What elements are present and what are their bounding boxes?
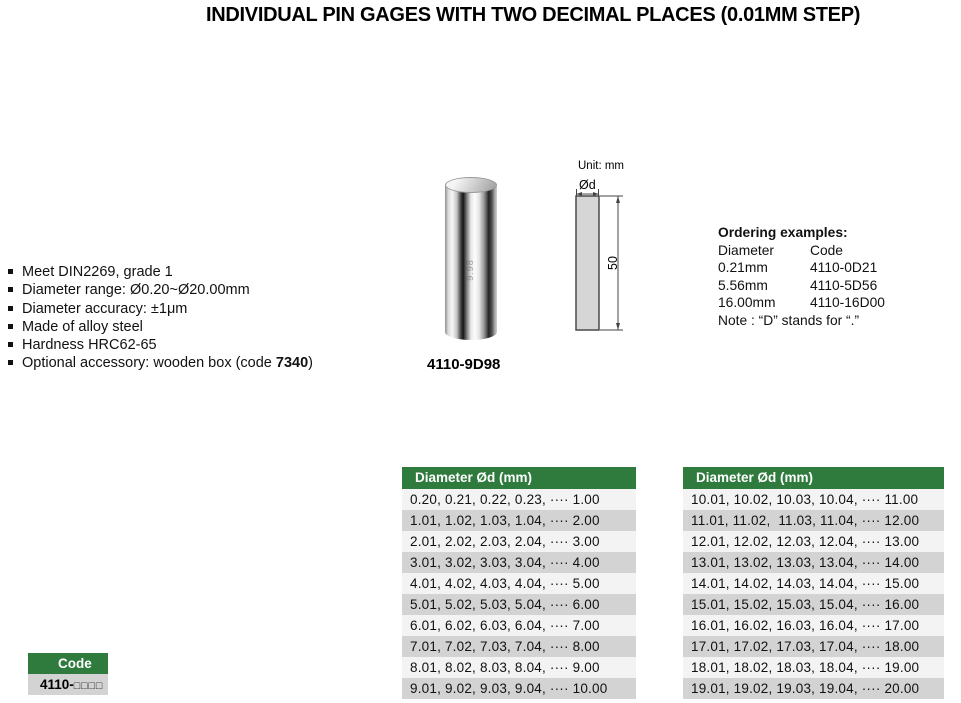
accessory-code: 7340 xyxy=(275,355,309,372)
example-code: 4110-5D56 xyxy=(810,277,878,293)
diameter-table-left xyxy=(402,467,636,699)
table-row: 11.01, 11.02, 11.03, 11.04, ···· 12.00 xyxy=(683,510,944,531)
example-code: 4110-16D00 xyxy=(810,295,885,311)
ordering-example-row xyxy=(718,277,885,295)
table-row: 9.01, 9.02, 9.03, 9.04, ···· 10.00 xyxy=(402,678,636,699)
feature-list xyxy=(8,263,313,373)
diameter-table-right xyxy=(683,467,944,699)
code-placeholder-squares: □□□□ xyxy=(73,680,104,692)
pin-engraving-text: 9.98 xyxy=(464,259,475,281)
code-box-header: Code xyxy=(28,653,108,674)
unit-label: Unit: mm xyxy=(578,160,624,172)
example-diameter: 5.56mm xyxy=(718,277,768,293)
example-diameter: 16.00mm xyxy=(718,295,776,311)
table-row: 14.01, 14.02, 14.03, 14.04, ···· 15.00 xyxy=(683,573,944,594)
table-row: 10.01, 10.02, 10.03, 10.04, ···· 11.00 xyxy=(683,489,944,510)
dimension-diagram xyxy=(570,172,640,337)
table-row: 12.01, 12.02, 12.03, 12.04, ···· 13.00 xyxy=(683,531,944,552)
table-row: 13.01, 13.02, 13.03, 13.04, ···· 14.00 xyxy=(683,552,944,573)
table-row: 8.01, 8.02, 8.03, 8.04, ···· 9.00 xyxy=(402,657,636,678)
table-row: 18.01, 18.02, 18.03, 18.04, ···· 19.00 xyxy=(683,657,944,678)
bullet-square-icon xyxy=(8,360,13,365)
table-row: 4.01, 4.02, 4.03, 4.04, ···· 5.00 xyxy=(402,573,636,594)
length-dim-label: 50 xyxy=(606,256,620,270)
bullet-square-icon xyxy=(8,342,13,347)
table-row: 6.01, 6.02, 6.03, 6.04, ···· 7.00 xyxy=(402,615,636,636)
ordering-column-headers xyxy=(718,242,885,260)
diameter-dim-label: Ød xyxy=(579,178,596,192)
product-model-label: 4110-9D98 xyxy=(427,356,501,373)
feature-text: Hardness HRC62-65 xyxy=(22,337,157,354)
table-row: 15.01, 15.02, 15.03, 15.04, ···· 16.00 xyxy=(683,594,944,615)
table-row: 5.01, 5.02, 5.03, 5.04, ···· 6.00 xyxy=(402,594,636,615)
bullet-square-icon xyxy=(8,324,13,329)
feature-item xyxy=(8,263,313,281)
bullet-square-icon xyxy=(8,269,13,274)
page-title: INDIVIDUAL PIN GAGES WITH TWO DECIMAL PLACES (0.01MM STEP) xyxy=(206,4,861,26)
example-diameter: 0.21mm xyxy=(718,260,768,276)
table-row: 0.20, 0.21, 0.22, 0.23, ···· 1.00 xyxy=(402,489,636,510)
feature-item xyxy=(8,336,313,354)
feature-text: ) xyxy=(308,355,314,372)
table-header: Diameter Ød (mm) xyxy=(402,467,636,489)
bullet-square-icon xyxy=(8,306,13,311)
ordering-examples xyxy=(718,224,885,330)
table-row: 2.01, 2.02, 2.03, 2.04, ···· 3.00 xyxy=(402,531,636,552)
gage-outline-rect xyxy=(576,196,599,330)
code-box-value xyxy=(28,674,108,695)
table-row: 17.01, 17.02, 17.03, 17.04, ···· 18.00 xyxy=(683,636,944,657)
feature-text: Optional accessory: wooden box (code xyxy=(22,355,276,372)
example-code: 4110-0D21 xyxy=(810,260,878,276)
feature-text: Meet DIN2269, grade 1 xyxy=(22,264,173,280)
table-header: Diameter Ød (mm) xyxy=(683,467,944,489)
feature-text: Made of alloy steel xyxy=(22,318,143,335)
feature-item xyxy=(8,281,313,299)
bullet-square-icon xyxy=(8,287,13,292)
table-row: 16.01, 16.02, 16.03, 16.04, ···· 17.00 xyxy=(683,615,944,636)
feature-text: Diameter range: Ø0.20~Ø20.00mm xyxy=(22,282,250,299)
table-row: 3.01, 3.02, 3.03, 3.04, ···· 4.00 xyxy=(402,552,636,573)
order-code-box xyxy=(28,653,108,695)
arrowhead-down-icon xyxy=(616,323,620,330)
arrowhead-up-icon xyxy=(616,196,620,203)
ordering-heading: Ordering examples: xyxy=(718,225,848,240)
ordering-example-row xyxy=(718,259,885,277)
feature-item xyxy=(8,300,313,318)
ordering-example-row xyxy=(718,294,885,312)
pin-gage-photo xyxy=(445,177,497,340)
feature-item xyxy=(8,354,313,372)
feature-item xyxy=(8,318,313,336)
table-row: 1.01, 1.02, 1.03, 1.04, ···· 2.00 xyxy=(402,510,636,531)
code-prefix: 4110- xyxy=(40,677,74,692)
table-row: 19.01, 19.02, 19.03, 19.04, ···· 20.00 xyxy=(683,678,944,699)
pin-gage-top-face xyxy=(445,177,497,193)
ordering-col-diameter: Diameter xyxy=(718,242,774,258)
ordering-note: Note : “D” stands for “.” xyxy=(718,312,860,328)
feature-text: Diameter accuracy: ±1μm xyxy=(22,300,188,317)
table-row: 7.01, 7.02, 7.03, 7.04, ···· 8.00 xyxy=(402,636,636,657)
ordering-col-code: Code xyxy=(810,242,843,258)
